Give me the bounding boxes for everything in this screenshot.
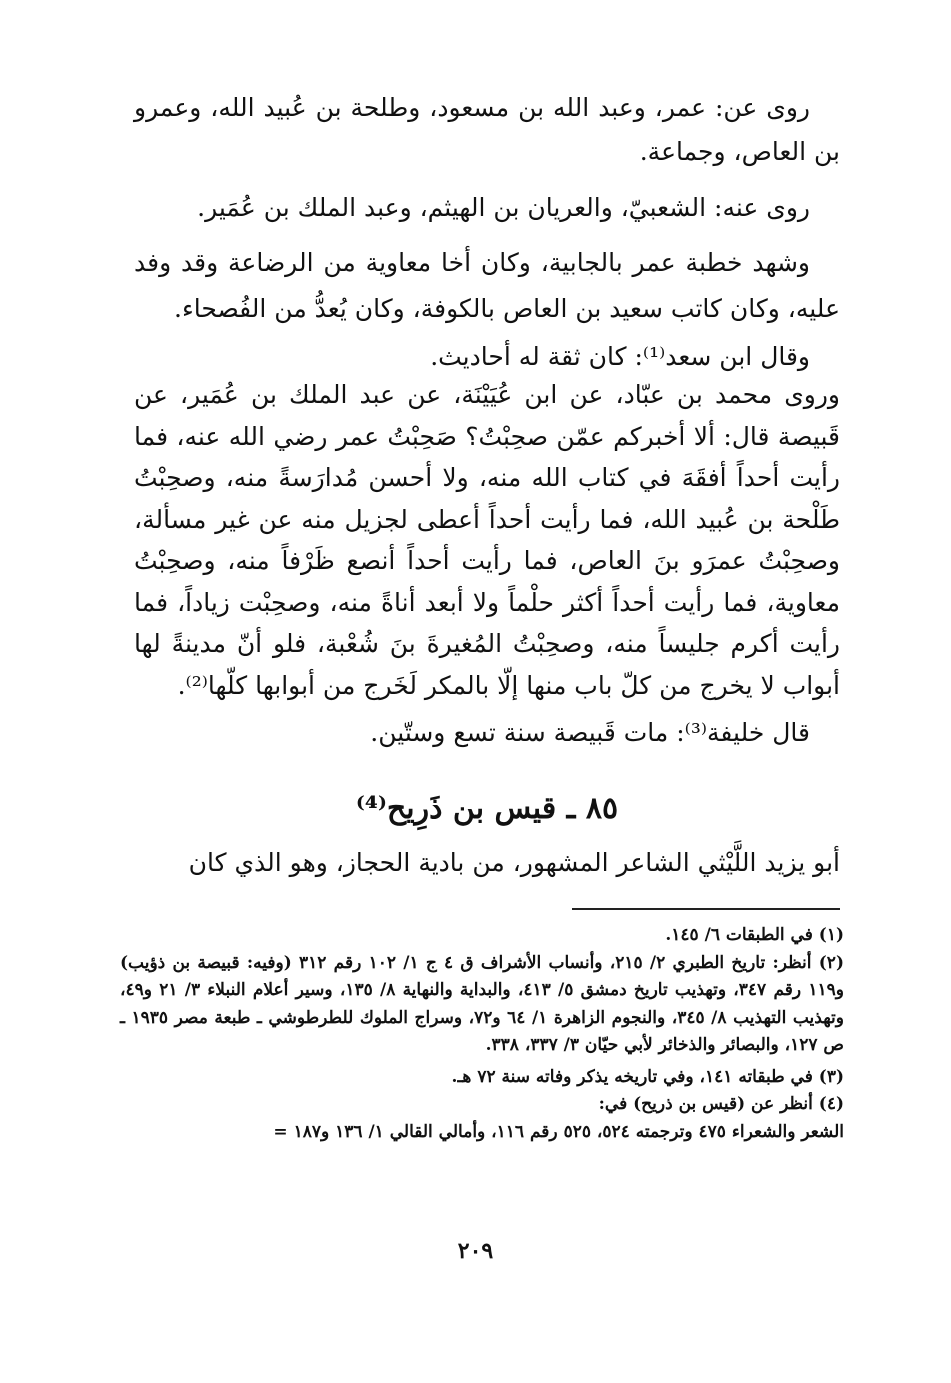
page-number: ٢٠٩ [457,1238,494,1264]
paragraph-narrators-from: روى عن: عمر، وعبد الله بن مسعود، وطلحة بن عُبيد الله، وعمرو بن العاص، وجماعة. [134,93,840,166]
footnote-2: (٢) أنظر: تاريخ الطبري ٢/ ٢١٥، وأنساب الأشراف ق ٤ ج ١/ ١٠٢ رقم ٣١٢ (وفيه: قبيصة بن ذؤيب) و١١٩ رقم ٣٤٧، وتهذيب تاريخ دمشق ٥/ ٤١٣، والبداية والنهاية ٨/ ١٣٥، وسير أعلام النبلاء ٣/ ٢١ و٤٩، وتهذيب التهذيب ٨/ ٣٤٥، والنجوم الزاهرة ١/ ٦٤ و٧٢، وسراج الملوك للطرطوشي ـ طبعة مصر ١٩٣٥ ـ ص ١٢٧، والبصائر والذخائر لأبي حيّان ٣/ ٣٣٧، ٣٣٨. [120,952,844,1055]
paragraph-entry-intro: أبو يزيد اللَّيْثي الشاعر المشهور، من بادية الحجاز، وهو الذي كان [188,848,840,877]
footnote-4-continued: الشعر والشعراء ٤٧٥ وترجمته ٥٢٤، ٥٢٥ رقم ١١٦، وأمالي القالي ١/ ١٣٦ و١٨٧ = [273,1121,844,1142]
paragraph-biography: وشهد خطبة عمر بالجابية، وكان أخا معاوية من الرضاعة وقد وفد عليه، وكان كاتب سعيد بن العاص بالكوفة، وكان يُعدُّ من الفُصحاء. [134,248,840,323]
paragraph-ibn-saad: وقال ابن سعد⁽¹⁾: كان ثقة له أحاديث. [430,342,810,371]
paragraph-narrators-to: روى عنه: الشعبيّ، والعريان بن الهيثم، وعبد الملك بن عُمَير. [197,193,810,222]
entry-heading: ٨٥ ـ قيس بن ذَرِيح⁽⁴⁾ [355,791,619,826]
paragraph-death: قال خليفة⁽³⁾: مات قَبيصة سنة تسع وستّين. [370,718,810,747]
footnote-divider [572,908,840,910]
paragraph-narration: وروى محمد بن عبّاد، عن ابن عُيَيْنَة، عن عبد الملك بن عُمَير، عن قَبيصة قال: ألا أخبركم عمّن صحِبْتُ؟ صَحِبْتُ عمر رضي الله عنه، فما رأيت أحداً أفقَهَ في كتاب الله منه، ولا أحسن مُدارَسةً منه، وصحِبْتُ طَلْحة بن عُبيد الله، فما رأيت أحداً أعطى لجزيل منه عن غير مسألة، وصحِبْتُ عمرَو بنَ العاص، فما رأيت أحداً أنصع ظَرْفاً منه، وصحِبْتُ معاوية، فما رأيت أحداً أكثر حلْماً ولا أبعد أناةً منه، وصحِبْت زياداً، فما رأيت أكرم جليساً منه، وصحِبْتُ المُغيرةَ بنَ شُعْبة، فلو أنّ مدينةً لها أبواب لا يخرج من كلّ باب منها إلّا بالمكر لَخَرج من أبوابها كلّها⁽²⁾. [134,380,840,700]
footnote-3: (٣) في طبقاته ١٤١، وفي تاريخه يذكر وفاته سنة ٧٢ هـ. [451,1066,844,1087]
footnotes [120,922,844,1146]
footnote-1: (١) في الطبقات ٦/ ١٤٥. [665,925,844,945]
footnote-4: (٤) أنظر عن (قيس بن ذريح) في: [598,1094,844,1114]
